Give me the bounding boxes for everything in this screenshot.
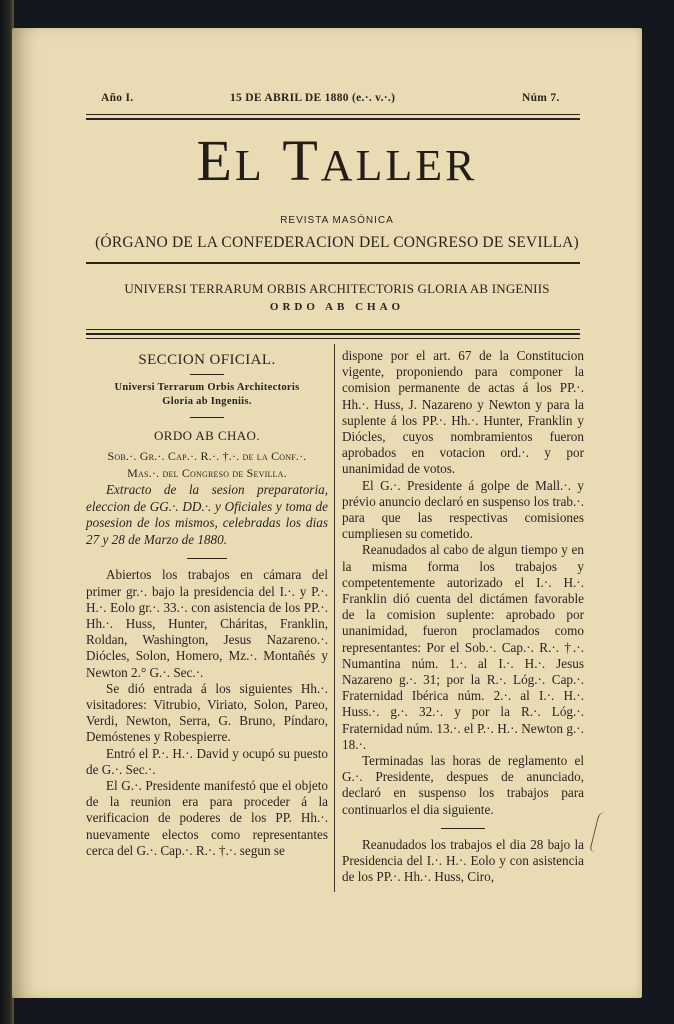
issue-date: 15 DE ABRIL DE 1880 (e.·. v.·.) [230,92,396,104]
paragraph: Abiertos los trabajos en cámara del primer gr.·. bajo la presidencia del I.·. y P.·. H.·. Eolo gr.·. 33.·. con asistencia de los PP.·. Hh.·. Huss, Hunter, Cháritas, Franklin, Roldan, Washington, Jesus Nazareno.·. Diócles, Solon, Homero, Mz.·. Montañés y Newton 2.° G.·. Sec.·. [86,567,328,680]
masthead-subtitle: REVISTA MASÓNICA [280,215,394,226]
header-rule-bottom [86,118,580,120]
motto-line-1: UNIVERSI TERRARUM ORBIS ARCHITECTORIS GLORIA AB INGENIIS [124,281,550,296]
paragraph: Reanudados al cabo de algun tiempo y en la misma forma los trabajos y competentemente autorizado el I.·. H.·. Franklin dió cuenta del dictámen favorable de la comision suplente: aprobado por unanimidad, fueron proclamados como representantes: Por el Sob.·. Cap.·. R.·. †.·. Numantina núm. 1.·. al I.·. H.·. Jesus Nazareno g.·. 31; por la R.·. Lóg.·. Cap.·. Fraternidad Ibérica núm. 2.·. al I.·. H.·. Huss.·. g.·. 32.·. y por la R.·. Lóg.·. Fraternidad núm. 13.·. el P.·. H.·. Newton g.·. 18.·. [342,542,584,752]
motto-rule-top [86,329,580,330]
extract-rule [187,558,227,559]
masthead-title: EL TALLER [196,128,478,193]
invocation-rule [190,417,224,418]
issue-number: Núm 7. [522,92,560,104]
organ-rule [86,262,580,264]
motto-rule-bottom [86,333,580,335]
paragraph: dispone por el art. 67 de la Constitucion vigente, proponiendo para componer la comision permanente de actas á los PP.·. Hh.·. Huss, J. Nazareno y Newton y para la suplente á los PP.·. Hh.·. Hunter, Franklin y Diócles, cuyos nombramientos fueron aprobados en votacion ord.·. y por unanimidad de votos. [342,348,584,477]
column-divider [334,344,335,892]
paragraph: Se dió entrada á los siguientes Hh.·. visitadores: Vitrubio, Viriato, Solon, Pareo, Verdi, Newton, Serra, G. Bruno, Píndaro, Demóstenes y Robespierre. [86,680,328,745]
paragraph: Entró el P.·. H.·. David y ocupó su puesto de G.·. Sec.·. [86,745,328,777]
sob-line-1: Sob.·. Gr.·. Cap.·. R.·. †.·. de la Conf.·. [107,449,307,464]
sob-line-2: Mas.·. del Congreso de Sevilla. [127,466,287,481]
section-title: SECCION OFICIAL. [138,352,276,368]
extract-heading: Extracto de la sesion preparatoria, eleccion de GG.·. DD.·. y Oficiales y toma de posesion de los mismos, celebradas los dias 27 y 28 de Marzo de 1880. [86,482,328,547]
invocation-line-2: Gloria ab Ingeniis. [162,396,252,408]
section-break-rule [441,828,485,829]
left-column [86,352,328,859]
ordo-heading: ORDO AB CHAO. [154,428,260,444]
issue-year: Año I. [101,92,134,104]
header-rule-top [86,114,580,115]
paragraph: Reanudados los trabajos el dia 28 bajo la Presidencia del I.·. H.·. Eolo y con asistencia de los PP.·. Hh.·. Huss, Ciro, [342,836,584,885]
paragraph: Terminadas las horas de reglamento el G.·. Presidente, despues de anunciado, declaró en suspenso los trabajos para continuarlos el dia siguiente. [342,753,584,817]
paragraph: El G.·. Presidente á golpe de Mall.·. y prévio anuncio declaró en suspenso los trab.·. para que las respectivas comisiones cumpliesen su cometido. [342,477,584,542]
paragraph: El G.·. Presidente manifestó que el objeto de la reunion era para proceder á la verificacion de poderes de los PP. Hh.·. nuevamente electos como representantes cerca del G.·. Cap.·. R.·. †.·. segun se [86,778,328,858]
invocation-line-1: Universi Terrarum Orbis Architectoris [114,382,300,394]
motto-rule-extra [86,338,580,339]
masthead-organ: (ÓRGANO DE LA CONFEDERACION DEL CONGRESO DE SEVILLA) [95,234,579,251]
right-column [342,348,584,886]
section-rule [190,374,224,375]
motto-line-2: ORDO AB CHAO [269,301,405,313]
